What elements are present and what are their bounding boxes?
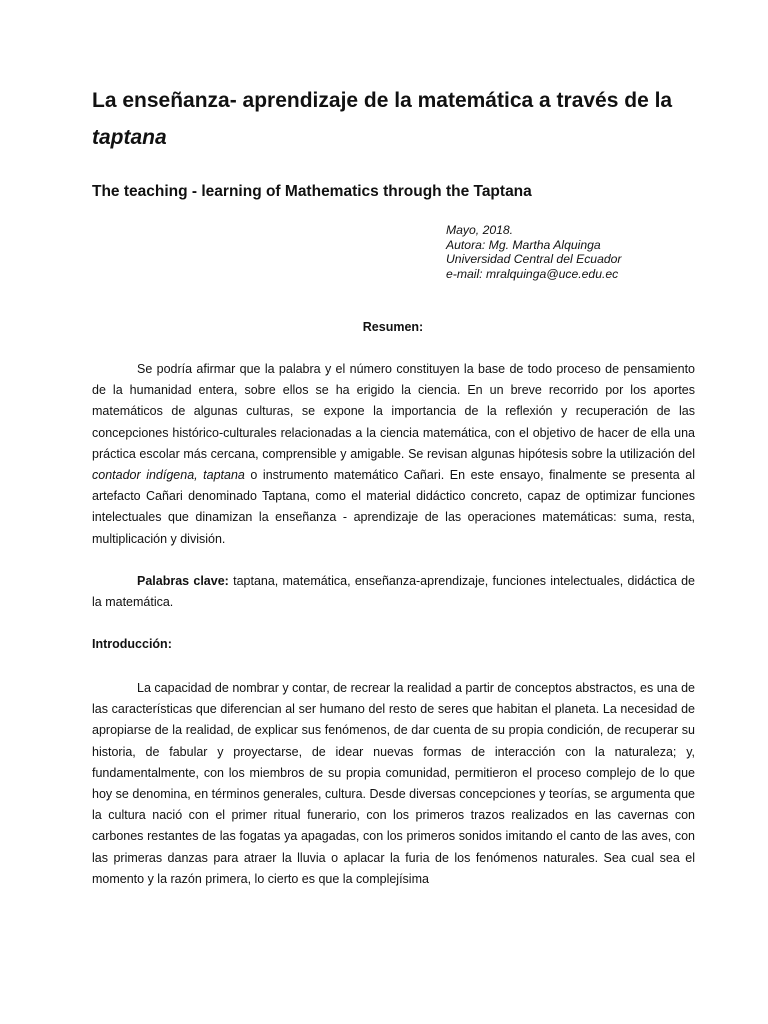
abstract-paragraph [92,359,695,550]
title-main: La enseñanza- aprendizaje de la matemática a través de la [92,89,673,112]
abstract-text-1: Se podría afirmar que la palabra y el número constituyen la base de todo proceso de pensamiento de la humanidad entera, sobre ellos se ha erigido la ciencia. En un breve recorrido por los aportes matemáticos de algunas culturas, se expone la importancia de la reflexión y recuperación de las concepciones histórico-culturales relacionadas a la ciencia matemática, con el objetivo de hacer de ella una práctica escolar más cercana, comprensible y amigable. Se revisan algunas hipótesis sobre la utilización del [92,362,695,461]
author-info [446,223,621,281]
keywords-label: Palabras clave: [137,574,229,588]
institution: Universidad Central del Ecuador [446,252,622,266]
keywords-text: taptana, matemática, enseñanza-aprendizaje, funciones intelectuales, didáctica de la matemática. [92,574,696,610]
introduction-paragraph: La capacidad de nombrar y contar, de recrear la realidad a partir de conceptos abstractos, es una de las características que diferencian al ser humano del resto de seres que habitan el planeta. La necesidad de apropiarse de la realidad, de explicar sus fenómenos, de dar cuenta de su propia condición, de recuperar su historia, de fabular y proyectarse, de idear nuevas formas de interacción con la naturaleza; y, fundamentalmente, con los miembros de su propia comunidad, permitieron el proceso complejo de lo que hoy se denomina, en términos generales, cultura. Desde diversas concepciones y teorías, se argumenta que la cultura nació con el primer ritual funerario, con los primeros trazos realizados en las cavernas con carbones restantes de las fogatas ya apagadas, con los primeros sonidos imitando el canto de las aves, con las primeras danzas para atraer la lluvia o aplacar la furia de los fenómenos naturales. Sea cual sea el momento y la razón primera, lo cierto es que la complejísima [92,681,695,886]
abstract-text-2: o instrumento matemático Cañari. En este ensayo, finalmente se presenta al artefacto Cañari denominado Taptana, como el material didáctico concreto, capaz de optimizar funciones intelectuales que dinamizan la enseñanza - aprendizaje de las operaciones matemáticas: suma, resta, multiplicación y división. [92,468,695,546]
introduction-heading: Introducción: [92,637,172,651]
document-title [92,82,692,156]
abstract-heading: Resumen: [362,320,424,334]
author-name: Autora: Mg. Martha Alquinga [446,237,601,252]
author-email: e-mail: mralquinga@uce.edu.ec [446,266,619,281]
keywords-paragraph [92,571,695,613]
english-subtitle: The teaching - learning of Mathematics through the Taptana [92,183,532,200]
publication-date: Mayo, 2018. [446,223,514,237]
abstract-italic-term: contador indígena, taptana [92,468,245,483]
title-italic: taptana [92,126,167,149]
